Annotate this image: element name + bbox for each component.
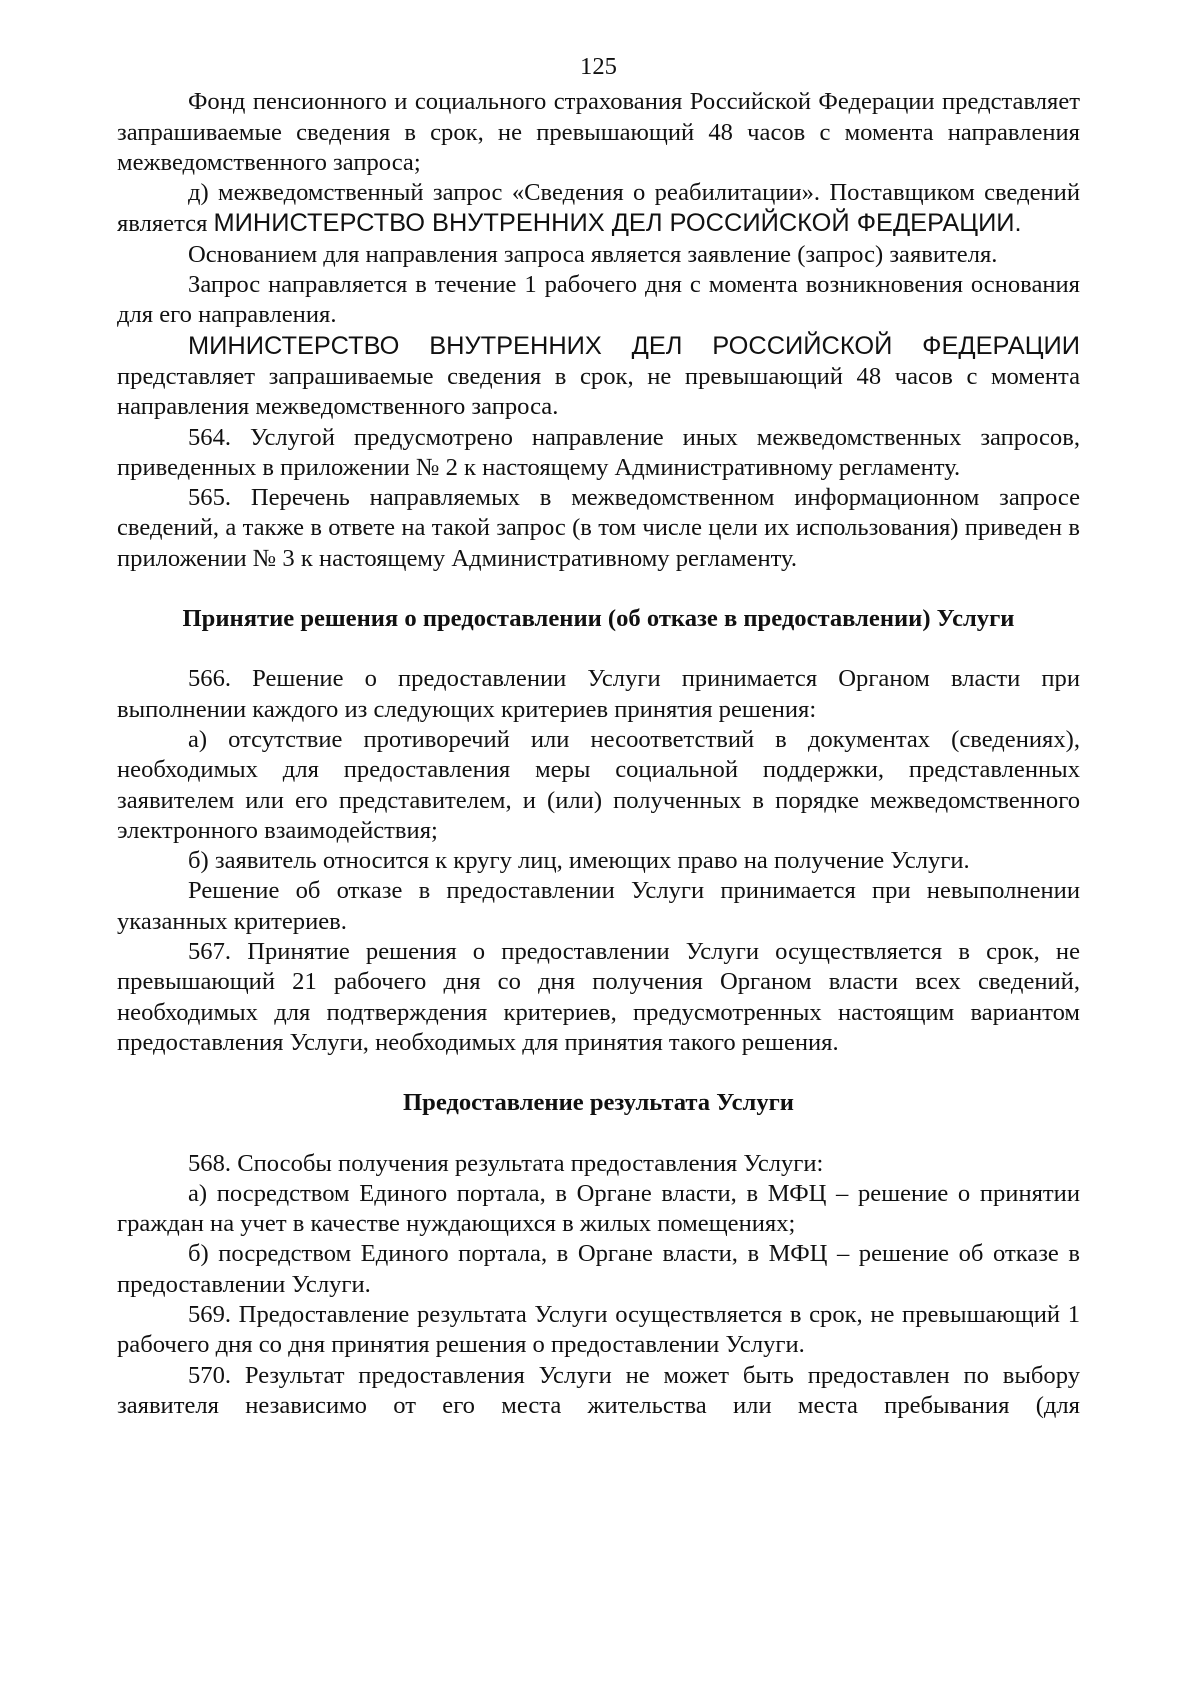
agency-name: МИНИСТЕРСТВО ВНУТРЕННИХ ДЕЛ РОССИЙСКОЙ ФЕДЕРАЦИИ	[188, 331, 1080, 360]
paragraph: 567. Принятие решения о предоставлении Услуги осуществляется в срок, не превышающий 21 рабочего дня со дня получения Органом власти всех сведений, необходимых для подтверждения критериев, предусмотренных настоящим вариантом предоставления Услуги, необходимых для принятия такого решения.	[117, 938, 1080, 1056]
paragraph	[117, 331, 1080, 423]
page-number: 125	[580, 53, 617, 80]
paragraph: Основанием для направления запроса является заявление (запрос) заявителя.	[188, 240, 998, 268]
paragraph: а) отсутствие противоречий или несоответствий в документах (сведениях), необходимых для предоставления меры социальной поддержки, представленных заявителем или его представителем, и (или) полученных в порядке межведомственного электронного взаимодействия;	[117, 725, 1080, 844]
paragraph: а) посредством Единого портала, в Органе власти, в МФЦ – решение о принятии граждан на учет в качестве нуждающихся в жилых помещениях;	[117, 1179, 1080, 1238]
paragraph: 566. Решение о предоставлении Услуги принимается Органом власти при выполнении каждого из следующих критериев принятия решения:	[117, 665, 1080, 723]
paragraph: б) заявитель относится к кругу лиц, имеющих право на получение Услуги.	[188, 847, 970, 875]
paragraph: Запрос направляется в течение 1 рабочего дня с момента возникновения основания для его направления.	[117, 271, 1080, 329]
paragraph-text: д) межведомственный запрос «Сведения о реабилитации». Поставщиком сведений является	[117, 179, 1080, 238]
agency-name: МИНИСТЕРСТВО ВНУТРЕННИХ ДЕЛ РОССИЙСКОЙ ФЕДЕРАЦИИ.	[213, 209, 1022, 238]
paragraph: б) посредством Единого портала, в Органе власти, в МФЦ – решение об отказе в предоставлении Услуги.	[117, 1240, 1080, 1298]
paragraph	[117, 178, 1080, 240]
section-heading: Принятие решения о предоставлении (об отказе в предоставлении) Услуги	[182, 605, 1015, 633]
section-top	[117, 87, 1080, 574]
section-result	[117, 1149, 1080, 1422]
section-decision	[117, 664, 1080, 1058]
section-heading: Предоставление результата Услуги	[403, 1089, 794, 1117]
document-page	[117, 52, 1080, 1421]
paragraph-text: представляет запрашиваемые сведения в срок, не превышающий 48 часов с момента направления межведомственного запроса.	[117, 362, 1080, 421]
paragraph: 570. Результат предоставления Услуги не может быть предоставлен по выбору заявителя независимо от его места жительства или места пребывания (для	[117, 1361, 1080, 1419]
paragraph: Фонд пенсионного и социального страхования Российской Федерации представляет запрашиваемые сведения в срок, не превышающий 48 часов с момента направления межведомственного запроса;	[117, 88, 1080, 176]
paragraph: 564. Услугой предусмотрено направление иных межведомственных запросов, приведенных в приложении № 2 к настоящему Административному регламенту.	[117, 423, 1080, 481]
paragraph: 565. Перечень направляемых в межведомственном информационном запросе сведений, а также в ответе на такой запрос (в том числе цели их использования) приведен в приложении № 3 к настоящему Административному регламенту.	[117, 484, 1080, 572]
paragraph: 569. Предоставление результата Услуги осуществляется в срок, не превышающий 1 рабочего дня со дня принятия решения о предоставлении Услуги.	[117, 1300, 1080, 1359]
paragraph: 568. Способы получения результата предоставления Услуги:	[188, 1149, 824, 1177]
paragraph: Решение об отказе в предоставлении Услуги принимается при невыполнении указанных критериев.	[117, 877, 1080, 935]
